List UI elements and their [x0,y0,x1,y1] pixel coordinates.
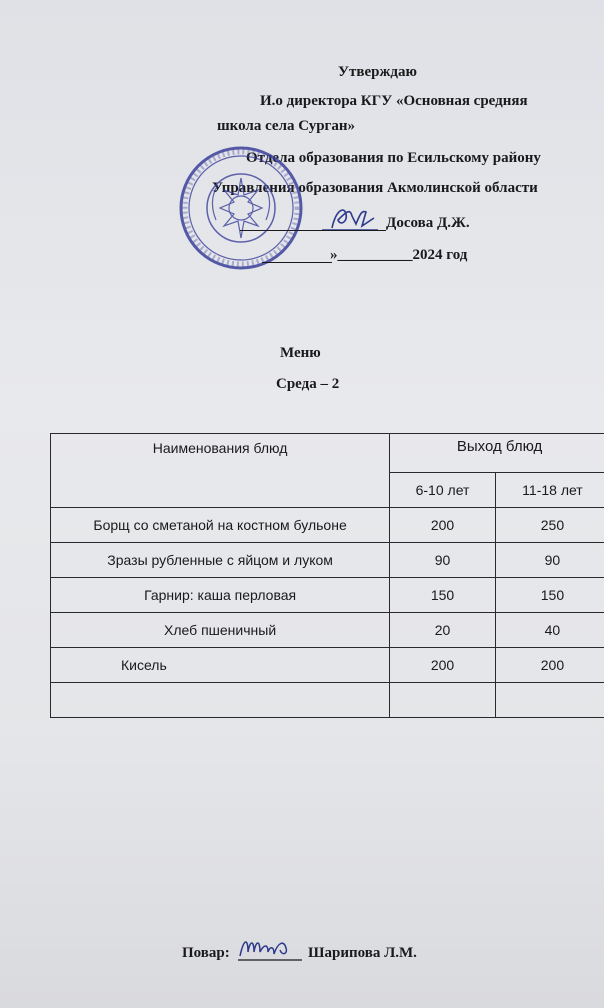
date-line: »__________2024 год [330,247,468,263]
empty-cell [390,683,496,718]
column-header-age-6-10: 6-10 лет [390,473,496,508]
director-signature [318,200,388,240]
admin-line: Управления образования Акмолинской области [212,180,538,196]
signature-line [240,230,386,231]
table-row [51,508,604,543]
column-header-dish: Наименования блюд [51,434,390,508]
empty-cell [51,683,390,718]
school-line: школа села Сурган» [217,118,355,134]
page-title: Меню [280,345,321,361]
portion-6-10: 20 [390,613,496,648]
date-blank [262,262,332,263]
menu-table [50,433,604,718]
portion-11-18: 200 [495,648,604,683]
table-row [51,613,604,648]
table-row [51,578,604,613]
cook-signature [234,930,306,966]
portion-6-10: 150 [390,578,496,613]
cook-name: Шарипова Л.М. [308,945,417,961]
portion-11-18: 90 [495,543,604,578]
official-stamp [178,145,304,271]
table-row [51,648,604,683]
dish-name: Хлеб пшеничный [51,613,390,648]
table-row [51,543,604,578]
empty-cell [495,683,604,718]
table-header-row [51,434,604,473]
dish-name: Зразы рубленные с яйцом и луком [51,543,390,578]
portion-11-18: 150 [495,578,604,613]
approve-label: Утверждаю [338,64,417,80]
day-label: Среда – 2 [276,376,340,392]
column-header-output: Выход блюд [390,434,604,473]
cook-label: Повар: [182,945,230,961]
portion-11-18: 250 [495,508,604,543]
dept-line: Отдела образования по Есильскому району [246,150,541,166]
dish-name: Кисель [51,648,390,683]
dish-name: Гарнир: каша перловая [51,578,390,613]
director-name: Досова Д.Ж. [386,215,470,231]
director-line: И.о директора КГУ «Основная средняя [260,93,528,109]
table-row-empty [51,683,604,718]
column-header-age-11-18: 11-18 лет [495,473,604,508]
portion-6-10: 200 [390,508,496,543]
dish-name: Борщ со сметаной на костном бульоне [51,508,390,543]
portion-11-18: 40 [495,613,604,648]
portion-6-10: 90 [390,543,496,578]
portion-6-10: 200 [390,648,496,683]
